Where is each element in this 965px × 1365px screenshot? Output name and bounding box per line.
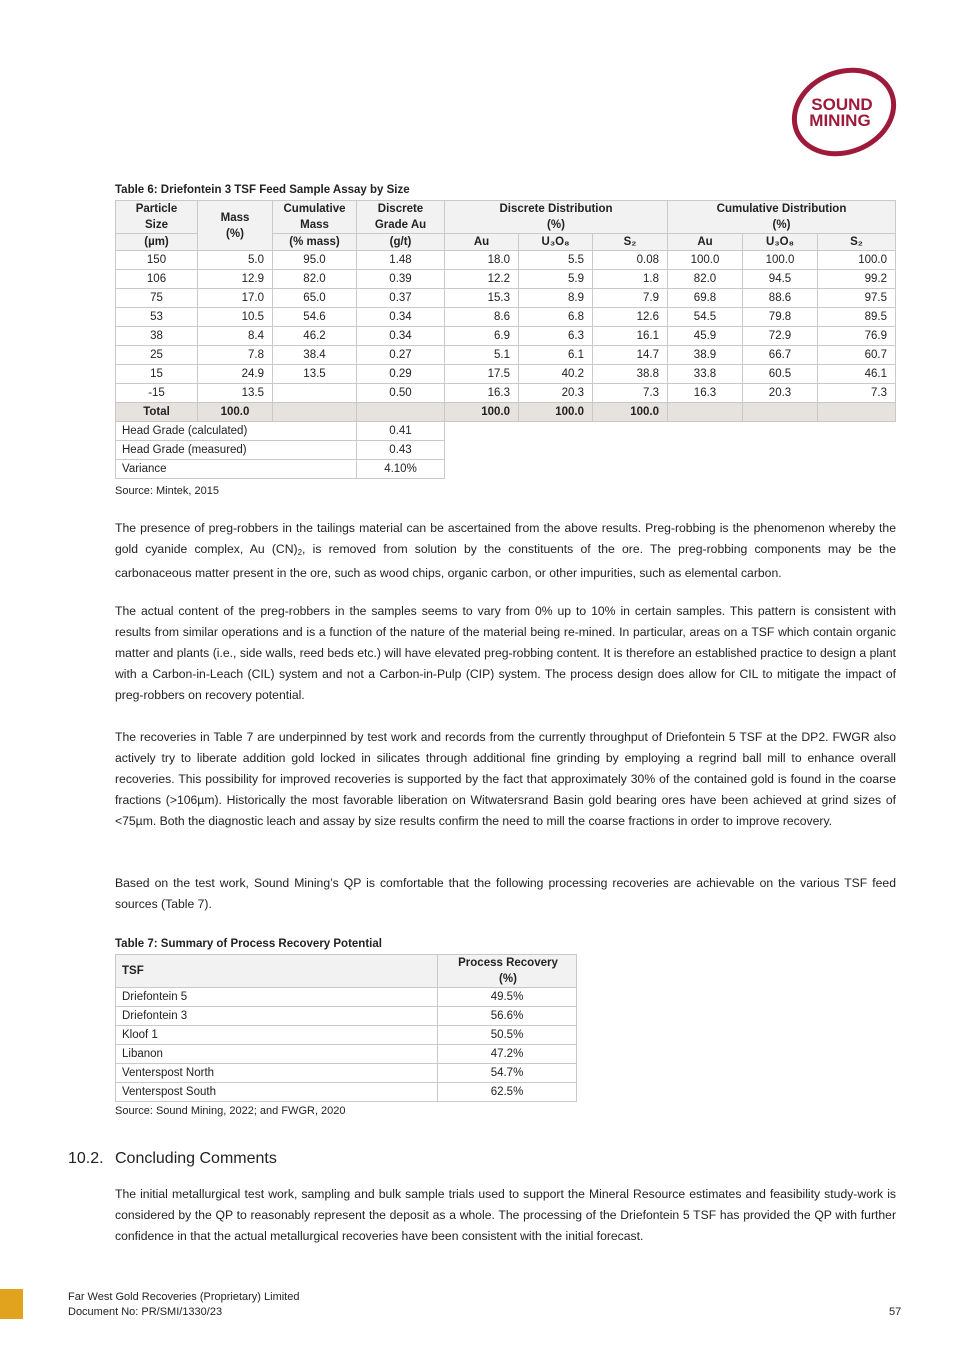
blank-cell (445, 460, 896, 479)
total-cell (668, 403, 743, 422)
table-cell: 0.50 (357, 384, 445, 403)
table-row (116, 327, 896, 346)
table-row (116, 289, 896, 308)
table-cell: 13.5 (273, 365, 357, 384)
table-cell: 60.5 (743, 365, 818, 384)
table-cell: 100.0 (818, 251, 896, 270)
table-cell (273, 384, 357, 403)
table-cell: 0.34 (357, 308, 445, 327)
paragraph-preg-robbers: The presence of preg-robbers in the tailings material can be ascertained from the above results. Preg-robbing is the phenomenon whereby the gold cyanide complex, Au $(CN)_2$, is removed from solution by the constituents of the ore. The preg-robbing components may be the carbonaceous matter present in the ore, such as wood chips, organic carbon, or other impurities, such as elemental carbon. (115, 521, 896, 580)
table-row (116, 1026, 577, 1045)
header-discrete-grade: Discrete Grade Au (357, 201, 445, 234)
table6-assay-by-size (115, 200, 896, 479)
table6-title: Table 6: Driefontein 3 TSF Feed Sample Assay by Size (115, 184, 410, 196)
table-cell: 8.4 (198, 327, 273, 346)
table-row (116, 1045, 577, 1064)
header-sub-au-cum: Au (668, 234, 743, 251)
table-cell: 38.8 (593, 365, 668, 384)
table-cell: 8.9 (519, 289, 593, 308)
tsf-name: Driefontein 5 (116, 988, 438, 1007)
table-cell: 38.9 (668, 346, 743, 365)
table-cell: 6.3 (519, 327, 593, 346)
table-row (116, 251, 896, 270)
table-cell: 24.9 (198, 365, 273, 384)
table-cell: -15 (116, 384, 198, 403)
total-cell (818, 403, 896, 422)
total-cell: 100.0 (445, 403, 519, 422)
table-cell: 12.9 (198, 270, 273, 289)
recovery-value: 54.7% (438, 1064, 577, 1083)
page-number: 57 (889, 1306, 902, 1318)
footer-docno: Document No: PR/SMI/1330/23 (68, 1306, 223, 1318)
recovery-value: 47.2% (438, 1045, 577, 1064)
table-cell: 40.2 (519, 365, 593, 384)
table-cell: 14.7 (593, 346, 668, 365)
header-grade-unit: (g/t) (357, 234, 445, 251)
table-cell: 46.1 (818, 365, 896, 384)
recovery-value: 50.5% (438, 1026, 577, 1045)
table-cell: 20.3 (743, 384, 818, 403)
table-cell: 17.0 (198, 289, 273, 308)
paragraph-preg-content: The actual content of the preg-robbers in the samples seems to vary from 0% up to 10% in certain samples. This pattern is consistent with results from similar operations and is a function of the nature of the material being re-mined. In particular, areas on a TSF which contain organic matter and plants (i.e., side walls, reed beds etc.) will have elevated preg-robbing content. It is therefore an established practice to design a plant with a Carbon-in-Leach (CIL) system and not a Carbon-in-Pulp (CIP) system. The process design does allow for CIL to mitigate the impact of preg-robbers on recovery potential. (115, 604, 896, 702)
blank-cell (445, 441, 896, 460)
head-grade-row (116, 422, 896, 441)
recovery-value: 62.5% (438, 1083, 577, 1102)
table-cell: 46.2 (273, 327, 357, 346)
head-grade-label: Variance (116, 460, 357, 479)
section-title: Concluding Comments (115, 1150, 277, 1167)
head-grade-row (116, 441, 896, 460)
table-cell: 150 (116, 251, 198, 270)
tsf-name: Kloof 1 (116, 1026, 438, 1045)
head-grade-label: Head Grade (measured) (116, 441, 357, 460)
table-cell: 95.0 (273, 251, 357, 270)
footer-color-tab (0, 1289, 23, 1319)
table-cell: 7.9 (593, 289, 668, 308)
table-cell: 6.1 (519, 346, 593, 365)
table-cell: 5.1 (445, 346, 519, 365)
header-cumulative-distribution: Cumulative Distribution (%) (668, 201, 896, 234)
logo-text-sound: SOUND (811, 95, 873, 114)
header-sub-s2: S₂ (593, 234, 668, 251)
table-row (116, 1007, 577, 1026)
table-cell: 5.0 (198, 251, 273, 270)
table-cell: 15.3 (445, 289, 519, 308)
table-cell: 0.39 (357, 270, 445, 289)
table-row (116, 988, 577, 1007)
table-cell: 54.6 (273, 308, 357, 327)
table-cell: 0.37 (357, 289, 445, 308)
total-cell: 100.0 (198, 403, 273, 422)
table-cell: 54.5 (668, 308, 743, 327)
table-cell: 7.3 (593, 384, 668, 403)
header-sub-u3o8: U₃O₈ (519, 234, 593, 251)
table-cell: 7.3 (818, 384, 896, 403)
recovery-value: 56.6% (438, 1007, 577, 1026)
table-cell: 25 (116, 346, 198, 365)
table-row-total (116, 403, 896, 422)
total-cell: 100.0 (593, 403, 668, 422)
table-cell: 99.2 (818, 270, 896, 289)
table7-source: Source: Sound Mining, 2022; and FWGR, 2020 (115, 1105, 346, 1117)
table-cell: 45.9 (668, 327, 743, 346)
header-sub-s2-cum: S₂ (818, 234, 896, 251)
head-grade-value: 0.41 (357, 422, 445, 441)
header-mass: Mass (%) (198, 201, 273, 251)
logo-text-mining: MINING (809, 111, 871, 130)
table-cell: 66.7 (743, 346, 818, 365)
table-row (116, 308, 896, 327)
table-cell: 100.0 (668, 251, 743, 270)
table-cell: 1.48 (357, 251, 445, 270)
table-cell: 16.3 (668, 384, 743, 403)
tsf-name: Venterspost North (116, 1064, 438, 1083)
table-cell: 60.7 (818, 346, 896, 365)
table-cell: 38.4 (273, 346, 357, 365)
table-cell: 97.5 (818, 289, 896, 308)
table-cell: 20.3 (519, 384, 593, 403)
table-cell: 89.5 (818, 308, 896, 327)
total-cell (743, 403, 818, 422)
table-cell: 6.8 (519, 308, 593, 327)
table-cell: 5.9 (519, 270, 593, 289)
head-grade-value: 4.10% (357, 460, 445, 479)
table-cell: 0.34 (357, 327, 445, 346)
total-cell (357, 403, 445, 422)
table-cell: 0.29 (357, 365, 445, 384)
table-cell: 79.8 (743, 308, 818, 327)
table-cell: 94.5 (743, 270, 818, 289)
table-cell: 72.9 (743, 327, 818, 346)
table-row (116, 365, 896, 384)
table-cell: 106 (116, 270, 198, 289)
table-row (116, 346, 896, 365)
table-cell: 0.27 (357, 346, 445, 365)
table7-recovery-potential (115, 954, 577, 1102)
header-process-recovery: Process Recovery (%) (438, 955, 577, 988)
table-cell: 12.6 (593, 308, 668, 327)
total-cell (273, 403, 357, 422)
tsf-name: Venterspost South (116, 1083, 438, 1102)
table-cell: 16.3 (445, 384, 519, 403)
head-grade-row (116, 460, 896, 479)
table-row (116, 1064, 577, 1083)
table-cell: 82.0 (668, 270, 743, 289)
table-cell: 38 (116, 327, 198, 346)
header-particle-unit: (µm) (116, 234, 198, 251)
table-cell: 6.9 (445, 327, 519, 346)
table-cell: 10.5 (198, 308, 273, 327)
sound-mining-logo (788, 66, 900, 158)
paragraph-test-work: Based on the test work, Sound Mining’s QP is comfortable that the following processing recoveries are achievable on the various TSF feed sources (Table 7). (115, 876, 896, 911)
head-grade-value: 0.43 (357, 441, 445, 460)
blank-cell (445, 422, 896, 441)
table-cell: 0.08 (593, 251, 668, 270)
table6-source: Source: Mintek, 2015 (115, 485, 219, 497)
tsf-name: Libanon (116, 1045, 438, 1064)
header-cum-mass-unit: (% mass) (273, 234, 357, 251)
total-cell: Total (116, 403, 198, 422)
header-sub-u3o8-cum: U₃O₈ (743, 234, 818, 251)
table-cell: 15 (116, 365, 198, 384)
tsf-name: Driefontein 3 (116, 1007, 438, 1026)
paragraph-recoveries: The recoveries in Table 7 are underpinned by test work and records from the currently throughput of Driefontein 5 TSF at the DP2. FWGR also actively try to liberate addition gold locked in silicates through additional fine grinding by employing a regrind ball mill to enhance overall recoveries. This possibility for improved recoveries is supported by the fact that approximately 30% of the contained gold is found in the coarse fractions (>106µm). Historically the most favorable liberation on Witwatersrand Basin gold bearing ores have been achieved at grind sizes of <75µm. Both the diagnostic leach and assay by size results confirm the need to mill the coarse fractions in order to improve recovery. (115, 730, 896, 828)
table-cell: 8.6 (445, 308, 519, 327)
table-cell: 17.5 (445, 365, 519, 384)
table-row (116, 384, 896, 403)
table-cell: 1.8 (593, 270, 668, 289)
table-cell: 13.5 (198, 384, 273, 403)
recovery-value: 49.5% (438, 988, 577, 1007)
table-cell: 75 (116, 289, 198, 308)
table-cell: 33.8 (668, 365, 743, 384)
paragraph-concluding: The initial metallurgical test work, sampling and bulk sample trials used to support the Mineral Resource estimates and feasibility study-work is considered by the QP to reasonably represent the deposit as a whole. The processing of the Driefontein 5 TSF has provided the QP with further confidence in that the actual metallurgical recoveries have been consistent with the initial forecast. (115, 1187, 896, 1243)
table-cell: 69.8 (668, 289, 743, 308)
header-discrete-distribution: Discrete Distribution (%) (445, 201, 668, 234)
total-cell: 100.0 (519, 403, 593, 422)
table-row (116, 1083, 577, 1102)
header-particle-size: Particle Size (116, 201, 198, 234)
section-number: 10.2. (68, 1150, 104, 1167)
table-cell: 88.6 (743, 289, 818, 308)
header-sub-au: Au (445, 234, 519, 251)
table-cell: 53 (116, 308, 198, 327)
table-cell: 76.9 (818, 327, 896, 346)
table7-title: Table 7: Summary of Process Recovery Potential (115, 938, 382, 950)
table-cell: 7.8 (198, 346, 273, 365)
head-grade-label: Head Grade (calculated) (116, 422, 357, 441)
table-row (116, 270, 896, 289)
table-cell: 100.0 (743, 251, 818, 270)
header-tsf: TSF (116, 955, 438, 988)
section-heading (68, 1150, 277, 1168)
table-cell: 16.1 (593, 327, 668, 346)
footer (68, 1290, 299, 1320)
footer-company: Far West Gold Recoveries (Proprietary) Limited (68, 1291, 300, 1303)
table-cell: 18.0 (445, 251, 519, 270)
table-cell: 5.5 (519, 251, 593, 270)
header-cumulative-mass: Cumulative Mass (273, 201, 357, 234)
table-cell: 65.0 (273, 289, 357, 308)
table-cell: 82.0 (273, 270, 357, 289)
table-cell: 12.2 (445, 270, 519, 289)
